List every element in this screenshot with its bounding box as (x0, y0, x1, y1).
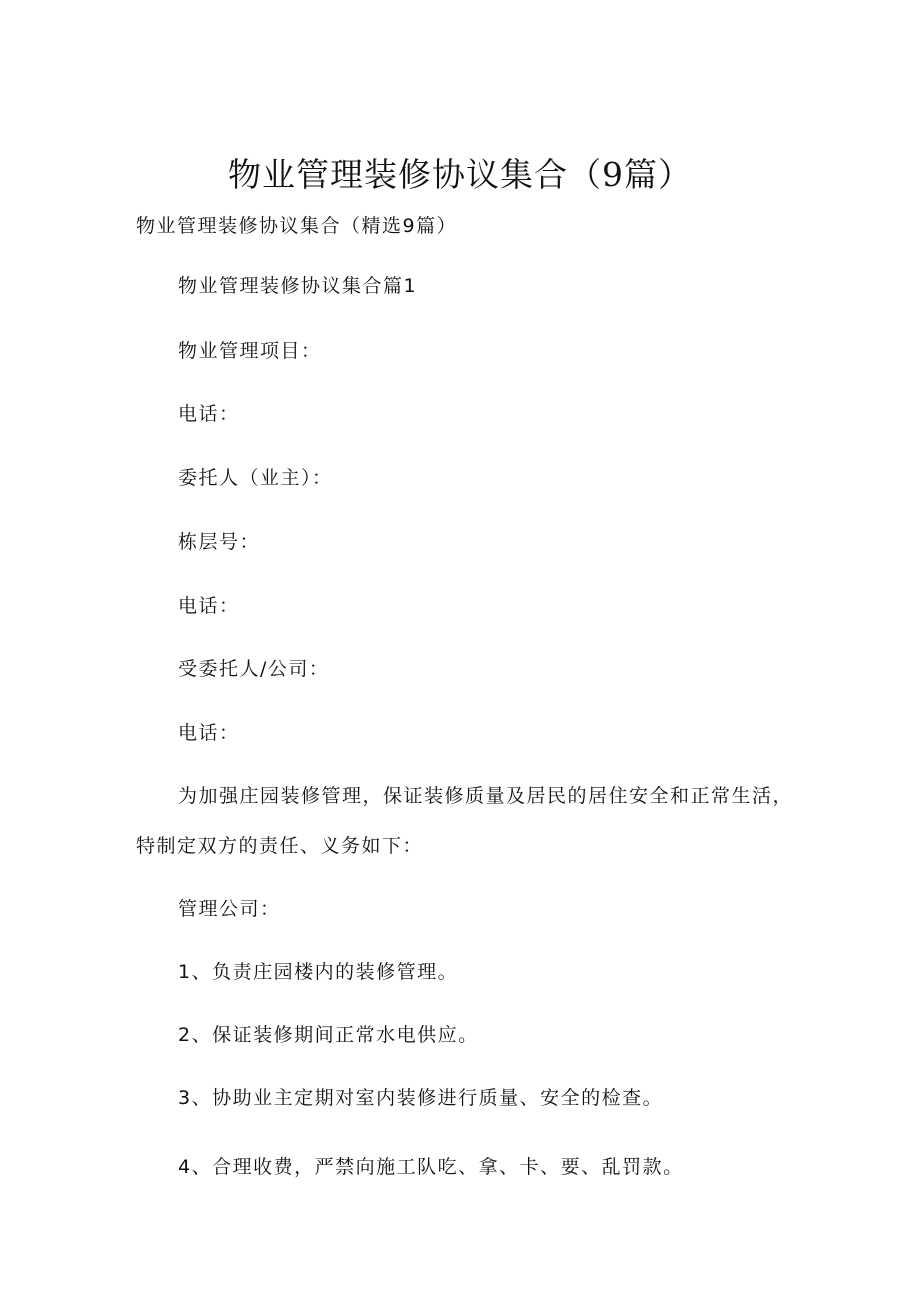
field-client-owner: 委托人（业主）： (178, 467, 333, 489)
intro-paragraph-line-1: 为加强庄园装修管理，保证装修质量及居民的居住安全和正常生活， (178, 785, 794, 807)
field-contractor-company: 受委托人/公司： (178, 658, 330, 680)
duty-item: 3、协助业主定期对室内装修进行质量、安全的检查。 (178, 1087, 664, 1109)
duty-item: 2、保证装修期间正常水电供应。 (178, 1024, 479, 1046)
section-heading: 物业管理装修协议集合篇1 (178, 275, 418, 297)
intro-paragraph-line-2: 特制定双方的责任、义务如下： (136, 835, 424, 857)
duty-item: 4、合理收费，严禁向施工队吃、拿、卡、要、乱罚款。 (178, 1156, 684, 1178)
document-subtitle: 物业管理装修协议集合（精选9篇） (136, 215, 458, 237)
field-building-floor: 栋层号： (178, 531, 261, 553)
management-heading: 管理公司： (178, 898, 281, 920)
field-phone-3: 电话： (178, 722, 240, 744)
document-title: 物业管理装修协议集合（9篇） (228, 155, 692, 194)
field-phone-2: 电话： (178, 595, 240, 617)
duty-item: 1、负责庄园楼内的装修管理。 (178, 961, 459, 983)
field-property-project: 物业管理项目： (178, 340, 322, 362)
field-phone-1: 电话： (178, 403, 240, 425)
